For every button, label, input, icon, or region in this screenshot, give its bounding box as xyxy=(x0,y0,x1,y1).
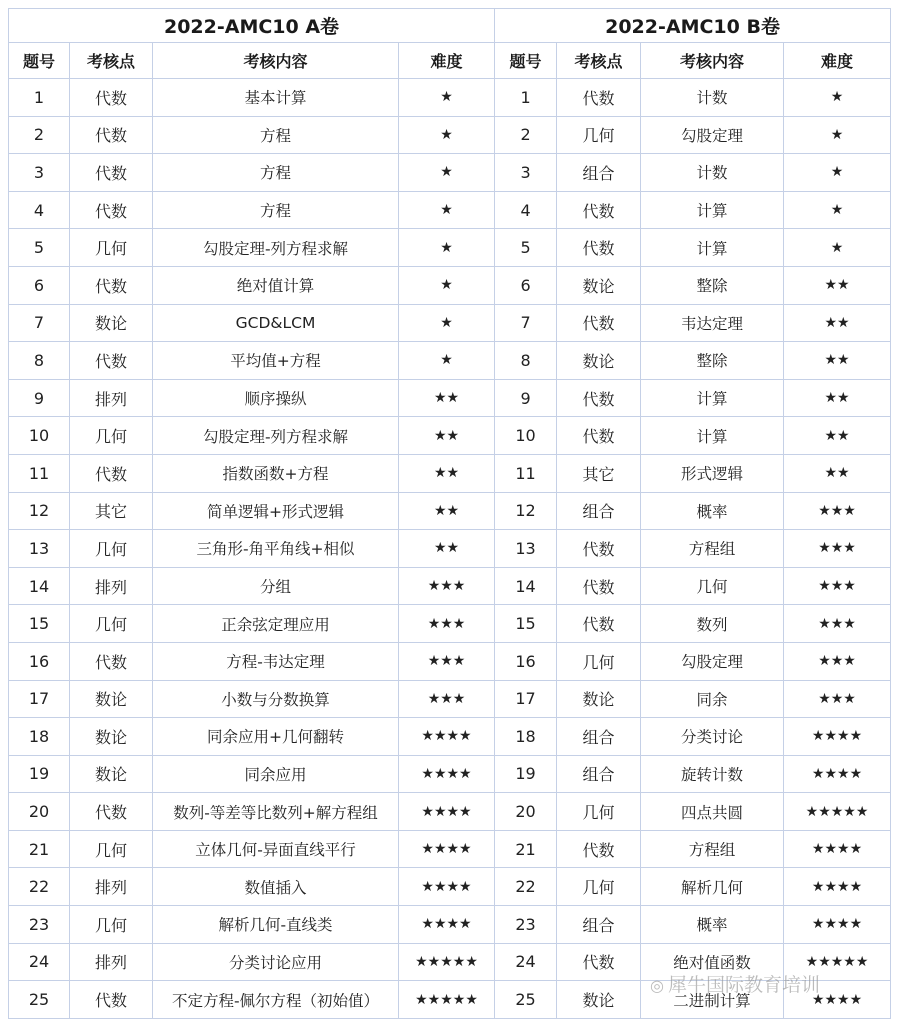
paper-a-topic-cell: 数列-等差等比数列+解方程组 xyxy=(153,793,399,831)
paper-a-difficulty-stars-cell: ★★★ xyxy=(399,605,495,643)
paper-b-difficulty-stars-cell: ★★ xyxy=(784,342,891,380)
paper-b-area-cell: 几何 xyxy=(557,116,641,154)
paper-a-question-number-cell: 4 xyxy=(9,191,70,229)
paper-a-question-number-cell: 2 xyxy=(9,116,70,154)
table-row xyxy=(9,154,891,192)
paper-a-difficulty-stars-cell: ★★ xyxy=(399,492,495,530)
paper-a-question-number-cell: 17 xyxy=(9,680,70,718)
paper-b-difficulty-stars-cell: ★ xyxy=(784,79,891,117)
paper-a-difficulty-stars-cell: ★★★ xyxy=(399,680,495,718)
paper-b-difficulty-stars-cell: ★★★ xyxy=(784,605,891,643)
paper-b-topic-cell: 整除 xyxy=(641,342,784,380)
paper-a-question-number-cell: 11 xyxy=(9,454,70,492)
paper-a-topic-cell: 分类讨论应用 xyxy=(153,943,399,981)
paper-a-topic-cell: 方程-韦达定理 xyxy=(153,642,399,680)
header-question-number: 题号 xyxy=(9,43,70,79)
paper-b-question-number-cell: 5 xyxy=(495,229,557,267)
paper-a-difficulty-stars-cell: ★★ xyxy=(399,454,495,492)
paper-b-topic-cell: 旋转计数 xyxy=(641,755,784,793)
paper-b-question-number-cell: 23 xyxy=(495,906,557,944)
header-topic: 考核内容 xyxy=(153,43,399,79)
paper-a-question-number-cell: 14 xyxy=(9,567,70,605)
paper-a-difficulty-stars-cell: ★ xyxy=(399,154,495,192)
paper-b-topic-cell: 勾股定理 xyxy=(641,116,784,154)
paper-a-difficulty-stars-cell: ★★ xyxy=(399,417,495,455)
paper-a-difficulty-stars-cell: ★ xyxy=(399,229,495,267)
paper-b-question-number-cell: 6 xyxy=(495,266,557,304)
paper-b-difficulty-stars-cell: ★★ xyxy=(784,417,891,455)
table-row xyxy=(9,229,891,267)
paper-b-area-cell: 组合 xyxy=(557,755,641,793)
paper-a-area-cell: 排列 xyxy=(70,379,153,417)
paper-a-difficulty-stars-cell: ★ xyxy=(399,342,495,380)
paper-b-difficulty-stars-cell: ★★ xyxy=(784,379,891,417)
header-difficulty: 难度 xyxy=(784,43,891,79)
paper-a-difficulty-stars-cell: ★★★★★ xyxy=(399,981,495,1019)
paper-b-question-number-cell: 11 xyxy=(495,454,557,492)
paper-a-question-number-cell: 6 xyxy=(9,266,70,304)
paper-b-topic-cell: 分类讨论 xyxy=(641,718,784,756)
paper-b-topic-cell: 计算 xyxy=(641,379,784,417)
paper-b-difficulty-stars-cell: ★★★ xyxy=(784,530,891,568)
paper-b-area-cell: 几何 xyxy=(557,793,641,831)
paper-b-area-cell: 数论 xyxy=(557,266,641,304)
table-row xyxy=(9,793,891,831)
paper-b-area-cell: 代数 xyxy=(557,830,641,868)
table-row xyxy=(9,530,891,568)
paper-a-question-number-cell: 21 xyxy=(9,830,70,868)
paper-a-topic-cell: 方程 xyxy=(153,154,399,192)
paper-a-area-cell: 代数 xyxy=(70,266,153,304)
paper-a-question-number-cell: 12 xyxy=(9,492,70,530)
paper-a-area-cell: 代数 xyxy=(70,116,153,154)
paper-b-area-cell: 代数 xyxy=(557,229,641,267)
paper-b-area-cell: 代数 xyxy=(557,943,641,981)
paper-b-difficulty-stars-cell: ★★★★ xyxy=(784,755,891,793)
paper-b-topic-cell: 解析几何 xyxy=(641,868,784,906)
table-row xyxy=(9,906,891,944)
paper-a-topic-cell: 绝对值计算 xyxy=(153,266,399,304)
paper-a-question-number-cell: 7 xyxy=(9,304,70,342)
paper-a-question-number-cell: 23 xyxy=(9,906,70,944)
paper-b-difficulty-stars-cell: ★★★ xyxy=(784,567,891,605)
paper-b-area-cell: 代数 xyxy=(557,191,641,229)
paper-b-topic-cell: 二进制计算 xyxy=(641,981,784,1019)
paper-a-area-cell: 数论 xyxy=(70,755,153,793)
paper-b-question-number-cell: 15 xyxy=(495,605,557,643)
paper-a-difficulty-stars-cell: ★★★★★ xyxy=(399,943,495,981)
paper-a-question-number-cell: 19 xyxy=(9,755,70,793)
table-row xyxy=(9,642,891,680)
paper-a-difficulty-stars-cell: ★★★★ xyxy=(399,906,495,944)
table-row xyxy=(9,417,891,455)
table-row xyxy=(9,830,891,868)
paper-a-difficulty-stars-cell: ★ xyxy=(399,79,495,117)
paper-b-area-cell: 组合 xyxy=(557,492,641,530)
table-row xyxy=(9,379,891,417)
paper-a-topic-cell: 不定方程-佩尔方程（初始值） xyxy=(153,981,399,1019)
paper-b-topic-cell: 绝对值函数 xyxy=(641,943,784,981)
paper-b-topic-cell: 概率 xyxy=(641,492,784,530)
paper-a-topic-cell: 立体几何-异面直线平行 xyxy=(153,830,399,868)
paper-b-difficulty-stars-cell: ★ xyxy=(784,116,891,154)
header-difficulty: 难度 xyxy=(399,43,495,79)
paper-a-area-cell: 代数 xyxy=(70,454,153,492)
paper-a-difficulty-stars-cell: ★ xyxy=(399,191,495,229)
paper-a-question-number-cell: 18 xyxy=(9,718,70,756)
paper-a-topic-cell: 简单逻辑+形式逻辑 xyxy=(153,492,399,530)
paper-a-difficulty-stars-cell: ★★★ xyxy=(399,642,495,680)
paper-a-question-number-cell: 24 xyxy=(9,943,70,981)
paper-b-question-number-cell: 7 xyxy=(495,304,557,342)
paper-a-topic-cell: 正余弦定理应用 xyxy=(153,605,399,643)
paper-b-title: 2022-AMC10 B卷 xyxy=(495,9,891,43)
header-area: 考核点 xyxy=(70,43,153,79)
paper-b-topic-cell: 计算 xyxy=(641,229,784,267)
table-row xyxy=(9,266,891,304)
paper-b-difficulty-stars-cell: ★★★★★ xyxy=(784,793,891,831)
paper-b-topic-cell: 计算 xyxy=(641,191,784,229)
table-row xyxy=(9,191,891,229)
paper-b-question-number-cell: 3 xyxy=(495,154,557,192)
paper-b-topic-cell: 数列 xyxy=(641,605,784,643)
paper-a-difficulty-stars-cell: ★★★★ xyxy=(399,830,495,868)
paper-a-topic-cell: 勾股定理-列方程求解 xyxy=(153,229,399,267)
paper-a-topic-cell: 基本计算 xyxy=(153,79,399,117)
wechat-icon: ◎ xyxy=(650,976,664,995)
paper-b-question-number-cell: 25 xyxy=(495,981,557,1019)
paper-title-row xyxy=(9,9,891,43)
paper-b-area-cell: 代数 xyxy=(557,304,641,342)
paper-a-area-cell: 排列 xyxy=(70,567,153,605)
paper-a-question-number-cell: 10 xyxy=(9,417,70,455)
paper-a-question-number-cell: 8 xyxy=(9,342,70,380)
paper-b-area-cell: 组合 xyxy=(557,154,641,192)
paper-a-area-cell: 数论 xyxy=(70,718,153,756)
header-question-number: 题号 xyxy=(495,43,557,79)
paper-b-area-cell: 组合 xyxy=(557,718,641,756)
paper-b-area-cell: 其它 xyxy=(557,454,641,492)
paper-b-question-number-cell: 19 xyxy=(495,755,557,793)
paper-b-difficulty-stars-cell: ★★★★ xyxy=(784,718,891,756)
paper-a-area-cell: 数论 xyxy=(70,304,153,342)
paper-b-topic-cell: 同余 xyxy=(641,680,784,718)
paper-b-difficulty-stars-cell: ★★★★★ xyxy=(784,943,891,981)
paper-a-area-cell: 代数 xyxy=(70,154,153,192)
table-row xyxy=(9,492,891,530)
header-area: 考核点 xyxy=(557,43,641,79)
paper-b-question-number-cell: 24 xyxy=(495,943,557,981)
paper-a-area-cell: 排列 xyxy=(70,868,153,906)
paper-a-question-number-cell: 25 xyxy=(9,981,70,1019)
paper-b-topic-cell: 四点共圆 xyxy=(641,793,784,831)
paper-b-topic-cell: 勾股定理 xyxy=(641,642,784,680)
column-header-row xyxy=(9,43,891,79)
paper-b-difficulty-stars-cell: ★ xyxy=(784,191,891,229)
paper-b-difficulty-stars-cell: ★★★★ xyxy=(784,981,891,1019)
paper-a-title: 2022-AMC10 A卷 xyxy=(9,9,495,43)
paper-b-topic-cell: 计算 xyxy=(641,417,784,455)
paper-a-area-cell: 代数 xyxy=(70,79,153,117)
paper-b-question-number-cell: 16 xyxy=(495,642,557,680)
paper-b-question-number-cell: 22 xyxy=(495,868,557,906)
paper-a-area-cell: 代数 xyxy=(70,642,153,680)
paper-b-area-cell: 几何 xyxy=(557,642,641,680)
paper-b-difficulty-stars-cell: ★★★★ xyxy=(784,830,891,868)
paper-b-question-number-cell: 12 xyxy=(495,492,557,530)
table-row xyxy=(9,567,891,605)
paper-a-question-number-cell: 20 xyxy=(9,793,70,831)
paper-a-area-cell: 几何 xyxy=(70,417,153,455)
paper-a-difficulty-stars-cell: ★★★ xyxy=(399,567,495,605)
table-row xyxy=(9,304,891,342)
paper-b-topic-cell: 概率 xyxy=(641,906,784,944)
paper-a-topic-cell: 平均值+方程 xyxy=(153,342,399,380)
paper-a-area-cell: 代数 xyxy=(70,191,153,229)
paper-b-question-number-cell: 21 xyxy=(495,830,557,868)
paper-a-area-cell: 几何 xyxy=(70,830,153,868)
paper-b-question-number-cell: 14 xyxy=(495,567,557,605)
paper-b-area-cell: 代数 xyxy=(557,79,641,117)
paper-b-area-cell: 数论 xyxy=(557,342,641,380)
paper-b-question-number-cell: 10 xyxy=(495,417,557,455)
paper-b-area-cell: 数论 xyxy=(557,680,641,718)
table-row xyxy=(9,868,891,906)
table-row xyxy=(9,79,891,117)
paper-a-topic-cell: 指数函数+方程 xyxy=(153,454,399,492)
paper-b-difficulty-stars-cell: ★★★★ xyxy=(784,868,891,906)
paper-a-topic-cell: 顺序操纵 xyxy=(153,379,399,417)
paper-a-question-number-cell: 3 xyxy=(9,154,70,192)
paper-b-question-number-cell: 9 xyxy=(495,379,557,417)
paper-a-topic-cell: 勾股定理-列方程求解 xyxy=(153,417,399,455)
paper-a-difficulty-stars-cell: ★ xyxy=(399,266,495,304)
amc10-analysis-table xyxy=(8,8,891,1019)
paper-b-topic-cell: 整除 xyxy=(641,266,784,304)
paper-a-difficulty-stars-cell: ★★ xyxy=(399,379,495,417)
paper-a-area-cell: 几何 xyxy=(70,530,153,568)
paper-a-topic-cell: 数值插入 xyxy=(153,868,399,906)
paper-b-area-cell: 代数 xyxy=(557,417,641,455)
paper-a-topic-cell: 方程 xyxy=(153,116,399,154)
paper-a-topic-cell: 同余应用+几何翻转 xyxy=(153,718,399,756)
table-row xyxy=(9,454,891,492)
paper-b-area-cell: 代数 xyxy=(557,379,641,417)
paper-b-topic-cell: 几何 xyxy=(641,567,784,605)
paper-b-difficulty-stars-cell: ★ xyxy=(784,154,891,192)
header-topic: 考核内容 xyxy=(641,43,784,79)
paper-a-difficulty-stars-cell: ★★★★ xyxy=(399,793,495,831)
paper-b-question-number-cell: 2 xyxy=(495,116,557,154)
paper-a-question-number-cell: 16 xyxy=(9,642,70,680)
paper-a-question-number-cell: 9 xyxy=(9,379,70,417)
paper-b-question-number-cell: 18 xyxy=(495,718,557,756)
paper-b-difficulty-stars-cell: ★★ xyxy=(784,266,891,304)
paper-a-difficulty-stars-cell: ★★★★ xyxy=(399,755,495,793)
paper-a-question-number-cell: 13 xyxy=(9,530,70,568)
paper-a-question-number-cell: 15 xyxy=(9,605,70,643)
paper-a-area-cell: 数论 xyxy=(70,680,153,718)
paper-b-topic-cell: 韦达定理 xyxy=(641,304,784,342)
paper-a-topic-cell: GCD&LCM xyxy=(153,304,399,342)
paper-a-area-cell: 其它 xyxy=(70,492,153,530)
paper-a-topic-cell: 三角形-角平角线+相似 xyxy=(153,530,399,568)
paper-a-area-cell: 代数 xyxy=(70,342,153,380)
paper-b-question-number-cell: 17 xyxy=(495,680,557,718)
paper-b-topic-cell: 形式逻辑 xyxy=(641,454,784,492)
paper-a-area-cell: 几何 xyxy=(70,906,153,944)
paper-b-difficulty-stars-cell: ★★ xyxy=(784,454,891,492)
paper-b-difficulty-stars-cell: ★★★ xyxy=(784,492,891,530)
paper-a-difficulty-stars-cell: ★ xyxy=(399,116,495,154)
paper-b-topic-cell: 方程组 xyxy=(641,530,784,568)
paper-b-difficulty-stars-cell: ★★★ xyxy=(784,642,891,680)
paper-a-area-cell: 排列 xyxy=(70,943,153,981)
paper-a-topic-cell: 方程 xyxy=(153,191,399,229)
table-row xyxy=(9,680,891,718)
table-row xyxy=(9,605,891,643)
paper-b-topic-cell: 方程组 xyxy=(641,830,784,868)
paper-a-difficulty-stars-cell: ★★ xyxy=(399,530,495,568)
table-body xyxy=(9,79,891,1019)
paper-a-question-number-cell: 5 xyxy=(9,229,70,267)
paper-a-area-cell: 代数 xyxy=(70,793,153,831)
paper-a-topic-cell: 解析几何-直线类 xyxy=(153,906,399,944)
paper-b-area-cell: 几何 xyxy=(557,868,641,906)
paper-b-area-cell: 代数 xyxy=(557,567,641,605)
paper-b-difficulty-stars-cell: ★★★ xyxy=(784,680,891,718)
paper-b-difficulty-stars-cell: ★★★★ xyxy=(784,906,891,944)
paper-a-area-cell: 代数 xyxy=(70,981,153,1019)
paper-a-difficulty-stars-cell: ★★★★ xyxy=(399,718,495,756)
table-row xyxy=(9,943,891,981)
paper-a-topic-cell: 小数与分数换算 xyxy=(153,680,399,718)
table-row xyxy=(9,718,891,756)
paper-a-question-number-cell: 22 xyxy=(9,868,70,906)
paper-a-difficulty-stars-cell: ★ xyxy=(399,304,495,342)
paper-b-topic-cell: 计数 xyxy=(641,154,784,192)
paper-b-question-number-cell: 8 xyxy=(495,342,557,380)
table-row xyxy=(9,116,891,154)
paper-a-area-cell: 几何 xyxy=(70,229,153,267)
paper-b-area-cell: 组合 xyxy=(557,906,641,944)
paper-b-question-number-cell: 4 xyxy=(495,191,557,229)
paper-b-question-number-cell: 20 xyxy=(495,793,557,831)
paper-b-area-cell: 代数 xyxy=(557,530,641,568)
paper-a-difficulty-stars-cell: ★★★★ xyxy=(399,868,495,906)
table-row xyxy=(9,342,891,380)
table-row xyxy=(9,755,891,793)
paper-b-difficulty-stars-cell: ★ xyxy=(784,229,891,267)
paper-b-area-cell: 代数 xyxy=(557,605,641,643)
paper-b-question-number-cell: 13 xyxy=(495,530,557,568)
paper-a-area-cell: 几何 xyxy=(70,605,153,643)
paper-a-topic-cell: 同余应用 xyxy=(153,755,399,793)
paper-a-topic-cell: 分组 xyxy=(153,567,399,605)
paper-b-topic-cell: 计数 xyxy=(641,79,784,117)
paper-b-area-cell: 数论 xyxy=(557,981,641,1019)
paper-b-question-number-cell: 1 xyxy=(495,79,557,117)
table-row xyxy=(9,981,891,1019)
paper-a-question-number-cell: 1 xyxy=(9,79,70,117)
paper-b-difficulty-stars-cell: ★★ xyxy=(784,304,891,342)
watermark-text: 犀牛国际教育培训 xyxy=(667,974,820,996)
